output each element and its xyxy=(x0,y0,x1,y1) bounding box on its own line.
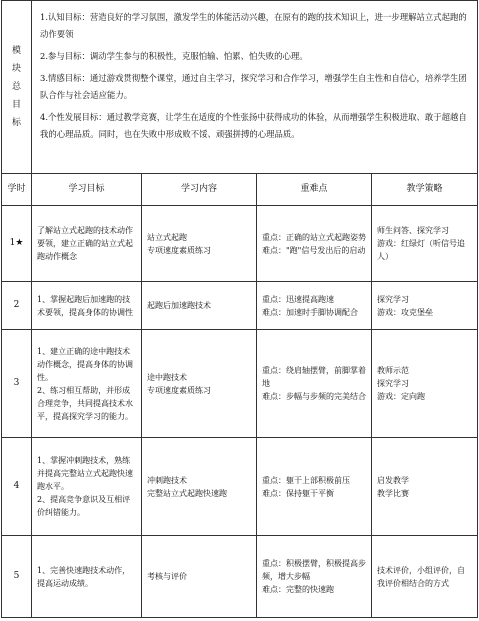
content-cell xyxy=(142,330,257,438)
strategy-text: 师生问答、探究学习 xyxy=(377,226,449,235)
objectives-cell xyxy=(32,206,142,282)
header-keypoints: 重难点 xyxy=(257,174,372,206)
keypoints-cell xyxy=(257,438,372,536)
header-session: 学时 xyxy=(2,174,32,206)
content-text: 起跑后加速跑技术 xyxy=(147,301,211,310)
objectives-cell xyxy=(32,282,142,330)
session-number: 1★ xyxy=(2,206,32,282)
content-cell xyxy=(142,438,257,536)
module-goals-label-char: 块 xyxy=(11,64,21,74)
session-number: 2 xyxy=(2,282,32,330)
objective-text: 1、建立正确的途中跑技术动作概念，提高身体的协调性。 xyxy=(37,346,133,382)
objectives-cell xyxy=(32,536,142,618)
objective-text: 2、练习相互帮助，并形成合理竞争，共同提高技术水平，提高探究学习的能力。 xyxy=(37,385,133,421)
keypoint-text: 难点："跑"信号发出后的启动 xyxy=(262,245,366,255)
keypoint-text: 难点：保持躯干平衡 xyxy=(262,488,334,498)
module-goals-label xyxy=(2,1,32,174)
strategy-text: 探究学习 xyxy=(377,379,409,388)
keypoint-text: 难点：步幅与步频的完美结合 xyxy=(262,392,366,401)
content-text: 考核与评价 xyxy=(147,572,187,581)
objectives-cell xyxy=(32,438,142,536)
goal-personal-development: 4.个性发展目标：通过教学竞赛，让学生在适度的个性张扬中获得成功的体验，从而增强学生积极进取、敢于超越自我的心理品质。同时，也在失败中形成败不馁、顽强拼搏的心理品质。 xyxy=(40,112,467,139)
table-row xyxy=(2,282,478,330)
strategy-text: 游戏：攻克堡垒 xyxy=(377,307,433,317)
goal-emotional: 3.情感目标：通过游戏贯彻整个课堂，通过自主学习，探究学习和合作学习，增强学生自主性和自信心，培养学生团队合作与社会适应能力。 xyxy=(40,73,467,100)
strategy-text: 教学比赛 xyxy=(377,488,409,498)
strategy-text: 教师示范 xyxy=(377,366,409,375)
keypoints-cell xyxy=(257,536,372,618)
keypoints-cell xyxy=(257,282,372,330)
objective-text: 2、提高竞争意识及互相评价纠错能力。 xyxy=(37,495,131,517)
module-goals-label-char: 目 xyxy=(11,100,21,110)
keypoint-text: 重点：正确的站立式起跑姿势 xyxy=(262,232,366,242)
content-text: 站立式起跑 xyxy=(147,232,187,242)
content-text: 完整站立式起跑快速跑 xyxy=(147,488,227,498)
keypoint-text: 重点：积极摆臂，积极提高步频，增大步幅 xyxy=(262,559,366,581)
strategy-text: 游戏：定向跑 xyxy=(377,392,425,401)
strategy-text: 技术评价，小组评价，自我评价相结合的方式 xyxy=(377,565,465,588)
strategy-text: 探究学习 xyxy=(377,294,409,304)
objective-text: 1、掌握冲刺跑技术，熟练并提高完整站立式起跑快速跑水平。 xyxy=(37,456,133,491)
header-content: 学习内容 xyxy=(142,174,257,206)
keypoint-text: 重点：绕肩轴摆臂，前脚掌着地 xyxy=(262,366,366,388)
table-row xyxy=(2,330,478,438)
module-goals-row xyxy=(2,1,478,174)
content-cell xyxy=(142,282,257,330)
session-number: 5 xyxy=(2,536,32,618)
strategy-cell xyxy=(372,282,478,330)
goal-participation: 2.参与目标：调动学生参与的积极性，克服怕输、怕累、怕失败的心理。 xyxy=(40,51,308,61)
keypoints-cell xyxy=(257,330,372,438)
table-header-row xyxy=(2,174,478,206)
goal-cognitive: 1.认知目标：营造良好的学习氛围，激发学生的体能活动兴趣，在原有的跑的技术知识上，进一步理解站立式起跑的动作要领 xyxy=(40,12,467,39)
table-row xyxy=(2,536,478,618)
keypoint-text: 难点：完整的快速跑 xyxy=(262,585,334,594)
header-objectives: 学习目标 xyxy=(32,174,142,206)
module-goals-label-char: 模 xyxy=(11,46,21,56)
module-goals-label-char: 标 xyxy=(11,118,21,128)
strategy-cell xyxy=(372,206,478,282)
lesson-plan-table xyxy=(1,0,478,618)
objective-text: 1、掌握起跑后加速跑的技术要领，提高身体的协调性 xyxy=(37,294,133,317)
session-number: 3 xyxy=(2,330,32,438)
strategy-cell xyxy=(372,438,478,536)
content-text: 专项速度素质练习 xyxy=(147,385,211,395)
strategy-text: 游戏：红绿灯（听信号追人） xyxy=(377,239,465,261)
module-goals-content xyxy=(32,1,478,174)
objective-text: 了解站立式起跑的技术动作要领，建立正确的站立式起跑动作概念 xyxy=(37,226,133,261)
keypoint-text: 重点：迅速提高跑速 xyxy=(262,294,334,304)
content-text: 冲刺跑技术 xyxy=(147,475,187,485)
content-text: 专项速度素质练习 xyxy=(147,245,211,255)
strategy-cell xyxy=(372,330,478,438)
keypoint-text: 难点：加速时手脚协调配合 xyxy=(262,307,358,317)
table-row xyxy=(2,206,478,282)
content-text: 途中跑技术 xyxy=(147,372,187,382)
keypoint-text: 重点：躯干上部积极前压 xyxy=(262,475,350,485)
content-cell xyxy=(142,536,257,618)
content-cell xyxy=(142,206,257,282)
strategy-text: 启发教学 xyxy=(377,475,409,485)
strategy-cell xyxy=(372,536,478,618)
keypoints-cell xyxy=(257,206,372,282)
objectives-cell xyxy=(32,330,142,438)
table-row xyxy=(2,438,478,536)
objective-text: 1、完善快速跑技术动作，提高运动成绩。 xyxy=(37,565,131,588)
module-goals-label-char: 总 xyxy=(11,82,21,92)
session-number: 4 xyxy=(2,438,32,536)
header-strategy: 教学策略 xyxy=(372,174,478,206)
